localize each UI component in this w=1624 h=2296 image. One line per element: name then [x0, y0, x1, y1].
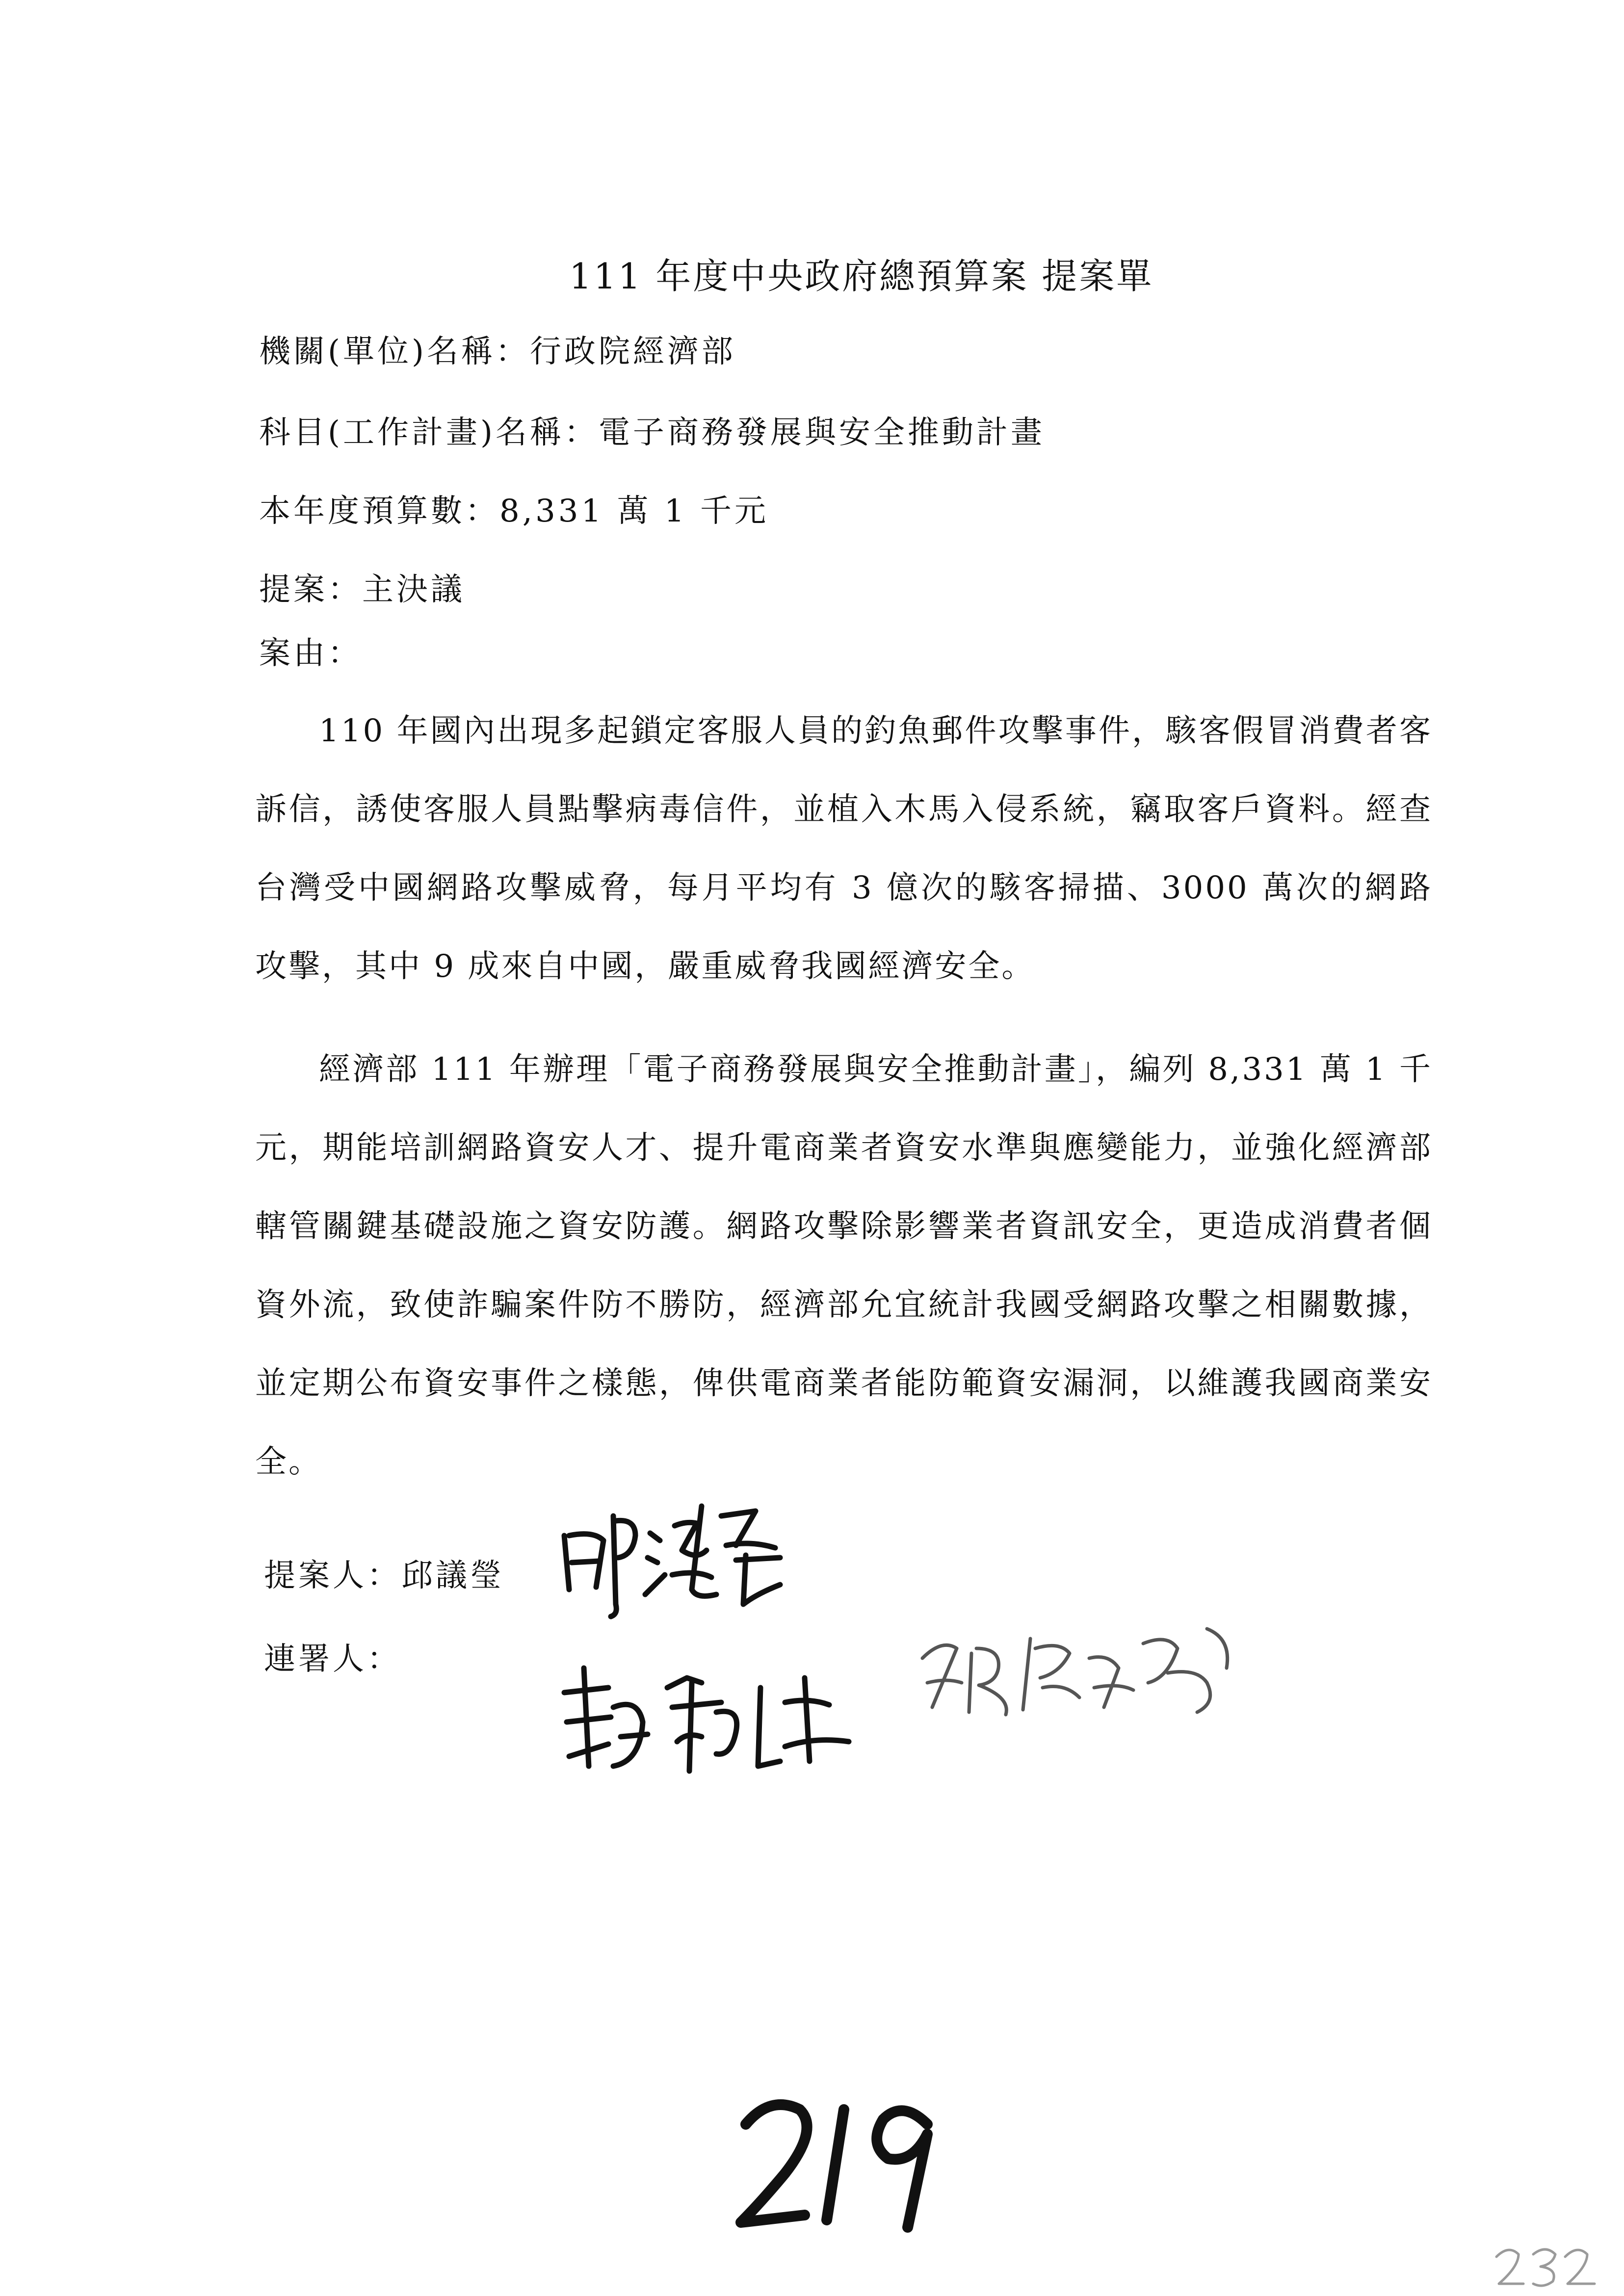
budget-field	[259, 486, 769, 531]
proposer-line	[264, 1550, 504, 1595]
proposal-field	[259, 564, 465, 609]
reason-paragraph-1: 110 年國內出現多起鎖定客服人員的釣魚郵件攻擊事件，駭客假冒消費者客訴信，誘使客服人員點擊病毒信件，並植入木馬入侵系統，竊取客戶資料。經查台灣受中國網路攻擊威脅，每月平均有 3 億次的駭客掃描、3000 萬次的網路攻擊，其中 9 成來自中國，嚴重威脅我國經濟安全。	[255, 713, 1433, 985]
proposal-value: 主決議	[362, 572, 465, 608]
cosigners-label: 連署人：	[264, 1641, 401, 1677]
corner-page-number	[1492, 2237, 1599, 2291]
budget-value: 8,331 萬 1 千元	[499, 493, 769, 529]
proposer-signature	[550, 1477, 805, 1624]
subject-label: 科目(工作計畫)名稱：	[259, 415, 599, 451]
handwritten-page-number	[726, 2090, 952, 2237]
reason-paragraph-2: 經濟部 111 年辦理「電子商務發展與安全推動計畫」，編列 8,331 萬 1 千元，期能培訓網路資安人才、提升電商業者資安水準與應變能力，並強化經濟部轄管關鍵基礎設施之資安防護。網路攻擊除影響業者資訊安全，更造成消費者個資外流，致使詐騙案件防不勝防，經濟部允宜統計我國受網路攻擊之相關數據，並定期公布資安事件之樣態，俾供電商業者能防範資安漏洞，以維護我國商業安全。	[255, 1051, 1433, 1480]
agency-value: 行政院經濟部	[529, 334, 736, 370]
proposer-label: 提案人：	[264, 1558, 401, 1594]
cosigner-signature-2	[913, 1599, 1246, 1727]
agency-label: 機關(單位)名稱：	[259, 334, 530, 370]
reason-label: 案由：	[259, 635, 362, 672]
proposer-name: 邱議瑩	[401, 1558, 504, 1594]
agency-field	[259, 326, 736, 371]
document-title: 111 年度中央政府總預算案 提案單	[569, 256, 1154, 297]
proposal-label: 提案：	[259, 572, 362, 608]
subject-value: 電子商務發展與安全推動計畫	[598, 415, 1045, 451]
cosigner-signature-1	[554, 1648, 859, 1786]
subject-field	[259, 407, 1045, 452]
budget-label: 本年度預算數：	[259, 493, 499, 529]
